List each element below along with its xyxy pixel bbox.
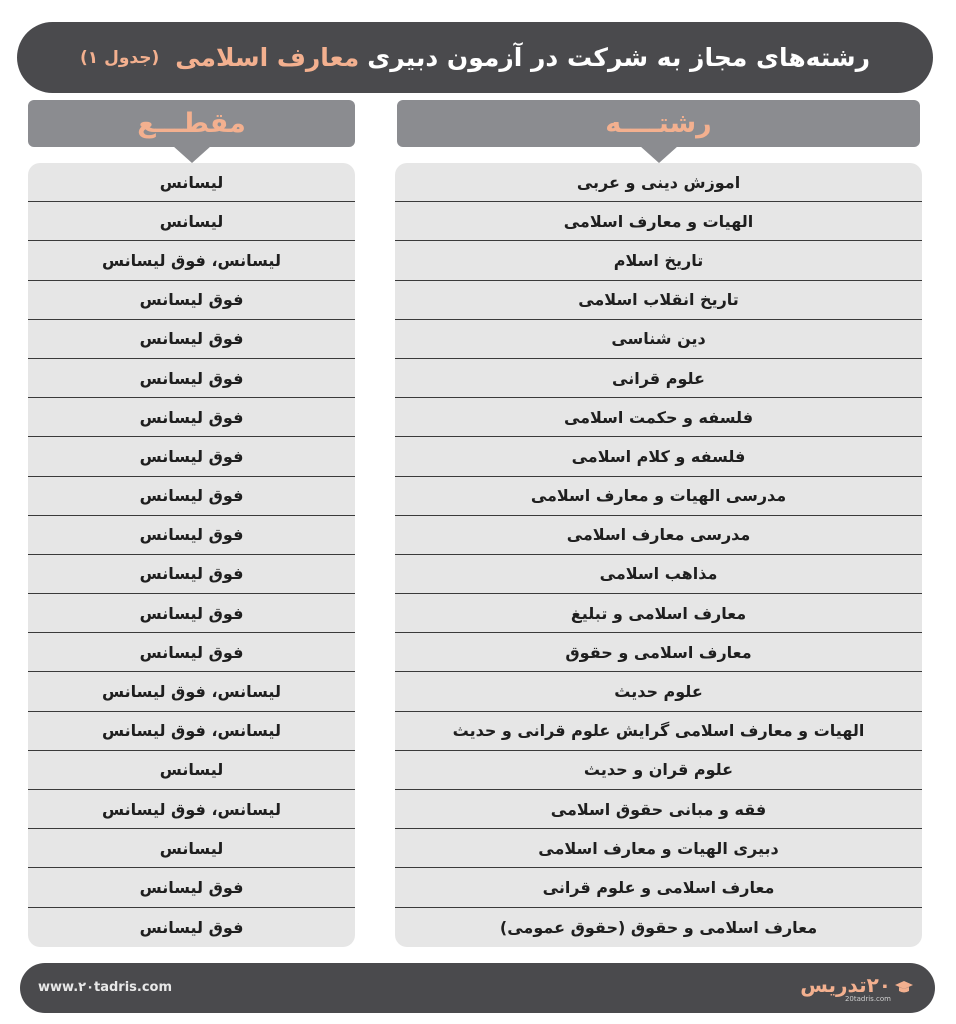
footer-bar — [20, 963, 935, 1013]
level-cell: لیسانس — [28, 829, 355, 868]
graduation-cap-icon — [895, 978, 913, 996]
level-cell: فوق لیسانس — [28, 398, 355, 437]
field-cell: علوم قران و حدیث — [395, 751, 922, 790]
field-cell: مدرسی الهیات و معارف اسلامی — [395, 477, 922, 516]
level-header-label: مقطـــع — [137, 108, 246, 139]
field-column-header — [397, 100, 920, 147]
field-cell: مدرسی معارف اسلامی — [395, 516, 922, 555]
field-cell: معارف اسلامی و تبلیغ — [395, 594, 922, 633]
field-cell: تاریخ انقلاب اسلامی — [395, 281, 922, 320]
field-column — [395, 163, 922, 947]
level-rows — [28, 163, 355, 947]
level-cell: فوق لیسانس — [28, 555, 355, 594]
field-cell: اموزش دینی و عربی — [395, 163, 922, 202]
field-cell: الهیات و معارف اسلامی گرایش علوم قرانی و حدیث — [395, 712, 922, 751]
level-cell: لیسانس، فوق لیسانس — [28, 241, 355, 280]
level-cell: لیسانس — [28, 202, 355, 241]
field-cell: تاریخ اسلام — [395, 241, 922, 280]
field-header-label: رشتــــه — [605, 108, 712, 139]
field-cell: مذاهب اسلامی — [395, 555, 922, 594]
level-cell: لیسانس، فوق لیسانس — [28, 790, 355, 829]
field-cell: فلسفه و حکمت اسلامی — [395, 398, 922, 437]
field-cell: فقه و مبانی حقوق اسلامی — [395, 790, 922, 829]
field-cell: فلسفه و کلام اسلامی — [395, 437, 922, 476]
logo-text: ۲۰تدریس — [800, 973, 891, 997]
brand-logo — [793, 972, 913, 1004]
level-cell: لیسانس، فوق لیسانس — [28, 672, 355, 711]
field-cell: معارف اسلامی و علوم قرانی — [395, 868, 922, 907]
level-cell: فوق لیسانس — [28, 437, 355, 476]
level-cell: فوق لیسانس — [28, 594, 355, 633]
title-accent: معارف اسلامی — [175, 43, 360, 72]
level-column-header — [28, 100, 355, 147]
title-main: رشته‌های مجاز به شرکت در آزمون دبیری — [367, 43, 871, 72]
field-cell: دین شناسی — [395, 320, 922, 359]
field-cell: علوم قرانی — [395, 359, 922, 398]
level-cell: فوق لیسانس — [28, 477, 355, 516]
field-cell: دبیری الهیات و معارف اسلامی — [395, 829, 922, 868]
level-cell: فوق لیسانس — [139, 917, 244, 937]
level-cell: لیسانس — [28, 751, 355, 790]
level-cell: فوق لیسانس — [28, 633, 355, 672]
level-column — [28, 163, 355, 947]
level-cell: فوق لیسانس — [28, 516, 355, 555]
level-cell: فوق لیسانس — [28, 359, 355, 398]
field-rows — [395, 163, 922, 947]
level-cell: فوق لیسانس — [28, 320, 355, 359]
level-cell: لیسانس، فوق لیسانس — [28, 712, 355, 751]
logo-subtext: 20tadris.com — [844, 995, 891, 1003]
website-link[interactable]: www.۲۰tadris.com — [38, 980, 173, 995]
field-cell: معارف اسلامی و حقوق (حقوق عمومی) — [499, 917, 818, 937]
header-pointer — [173, 146, 211, 163]
field-cell: معارف اسلامی و حقوق — [395, 633, 922, 672]
page-title — [17, 22, 933, 93]
level-cell: فوق لیسانس — [28, 281, 355, 320]
level-cell: لیسانس — [28, 163, 355, 202]
header-pointer — [640, 146, 678, 163]
title-tag: (جدول ۱) — [80, 47, 160, 68]
field-cell: علوم حدیث — [395, 672, 922, 711]
field-cell: الهیات و معارف اسلامی — [395, 202, 922, 241]
level-cell: فوق لیسانس — [28, 868, 355, 907]
